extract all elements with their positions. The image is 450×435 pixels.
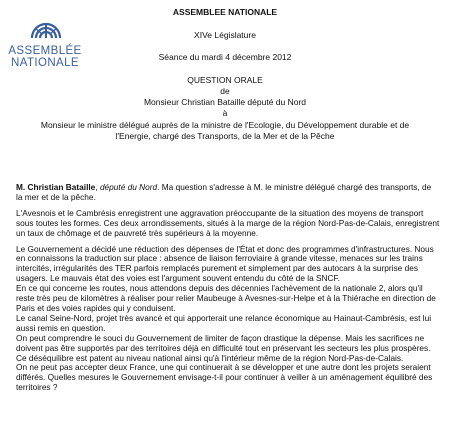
paragraph-2: Le Gouvernement a décidé une réduction des dépenses de l'État et donc des programmes d'infrastructures. Nous en connaissons la traduction sur place : absence de liaison ferroviaire à grande vitesse, menaces sur les trains intercités, irrégularités des TER parfois remplacés purement et simplement par des autocars à la surprise des usagers. Le mauvais état des voies est l'argument souvent entendu du côté de la SNCF. xyxy=(16,243,434,284)
speaker-role: député du Nord xyxy=(99,182,158,192)
document-title: ASSEMBLEE NATIONALE xyxy=(172,7,278,17)
intro-paragraph: M. Christian Bataille, député du Nord. Ma question s'adresse à M. le ministre délégué chargé des transports, de la mer et de la pêche. xyxy=(16,182,432,202)
a-label: à xyxy=(222,108,228,118)
question-body xyxy=(16,183,440,393)
speaker-name: M. Christian Bataille xyxy=(16,182,96,192)
paragraph-5: On peut comprendre le souci du Gouvernement de limiter de façon drastique la dépense. Mais les sacrifices ne doivent pas être supportés par des territoires déjà en difficulté tout en préservant les secteurs les plus prospères. Ce déséquilibre est patent au niveau national ainsi qu'à l'intérieur même de la région Nord-Pas-de-Calais. xyxy=(16,332,431,363)
session-date: Séance du mardi 4 décembre 2012 xyxy=(158,52,292,62)
recipient-line-2: l'Energie, chargé des Transports, de la Mer et de la Pêche xyxy=(115,131,335,141)
paragraph-6: On ne peut pas accepter deux France, une qui continuerait à se développer et une autre dont les projets seraient différés. Quelles mesures le Gouvernement envisage-t-il pour continuer à veiller à un aménagement équilibré des territoires ? xyxy=(16,362,433,393)
logo-text-nationale: NATIONALE xyxy=(11,57,79,69)
recipient-line-1: Monsieur le ministre délégué auprès de la ministre de l'Ecologie, du Développement durable et de xyxy=(40,120,410,130)
legislature: XIVe Législature xyxy=(194,30,256,40)
paragraph-1: L'Avesnois et le Cambrésis enregistrent une aggravation préoccupante de la situation des moyens de transport sous toutes les formes. Ces deux arrondissements, situés à la marge de la région Nord-Pas-de-Calais, enregistrent un taux de chômage et de pauvreté très supérieurs à la moyenne. xyxy=(16,207,440,238)
logo-text-assemblee: ASSEMBLÉE xyxy=(8,45,82,57)
intro-text: . Ma question s'adresse à M. le ministre délégué chargé des transports, de la mer et de la pêche. xyxy=(16,182,432,202)
question-type: QUESTION ORALE xyxy=(187,75,263,85)
question-author: Monsieur Christian Bataille député du Nord xyxy=(143,97,307,107)
de-label: de xyxy=(220,86,230,96)
paragraph-4: Le canal Seine-Nord, projet très avancé et qui apporterait une relance économique au Hainaut-Cambrésis, est lui aussi remis en question. xyxy=(16,312,432,333)
paragraph-3: En ce qui concerne les routes, nous attendons depuis des décennies l'achèvement de la nationale 2, alors qu'il reste très peu de kilomètres à réaliser pour relier Maubeuge à Avesnes-sur-Helpe et à la Thiérache en direction de Paris et des voies rapides qui y conduisent. xyxy=(16,283,436,313)
